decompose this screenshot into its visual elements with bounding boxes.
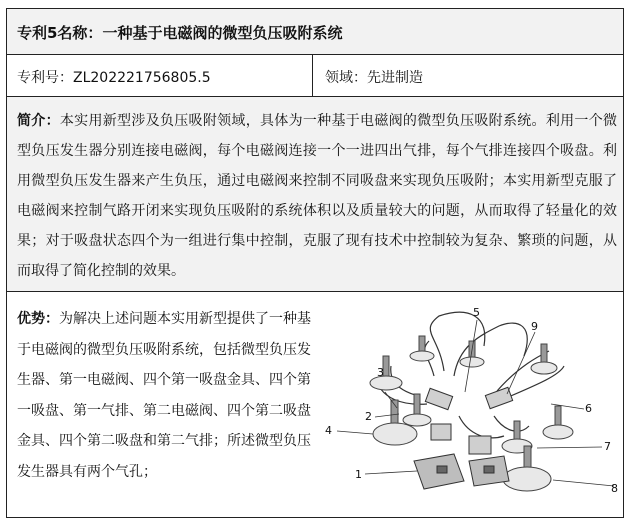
info-row xyxy=(7,55,623,97)
intro-paragraph xyxy=(17,106,617,286)
intro-row xyxy=(7,97,623,292)
label-7: 7 xyxy=(604,440,611,453)
advantage-text: 为解决上述问题本实用新型提供了一种基于电磁阀的微型负压吸附系统，包括微型负压发生器、第一电磁阀、四个第一吸盘金具、四个第一吸盘、第一气排、第二电磁阀、四个第二吸盘金具、四个第二吸盘和第二气排；所述微型负压发生器具有两个气孔； xyxy=(17,311,311,480)
valves-and-generator xyxy=(414,424,509,489)
suction-system-figure xyxy=(319,296,621,512)
label-2: 2 xyxy=(365,410,372,423)
intro-colon: ： xyxy=(45,113,60,129)
title-row xyxy=(7,9,623,55)
label-3: 3 xyxy=(377,366,384,379)
label-9: 9 xyxy=(531,320,538,333)
advantage-label: 优势 xyxy=(17,311,45,327)
label-4: 4 xyxy=(325,424,332,437)
label-1: 1 xyxy=(355,468,362,481)
patent-title: 专利5名称：一种基于电磁阀的微型负压吸附系统 xyxy=(17,24,343,42)
manifolds xyxy=(425,387,512,409)
intro-label: 简介 xyxy=(17,113,46,129)
cell-divider xyxy=(312,55,313,97)
label-8: 8 xyxy=(611,482,618,495)
patent-field: 领域：先进制造 xyxy=(325,70,423,86)
intro-text: 本实用新型涉及负压吸附领域，具体为一种基于电磁阀的微型负压吸附系统。利用一个微型负压发生器分别连接电磁阀，每个电磁阀连接一个一进四出气排，每个气排连接四个吸盘。利用微型负压发生器来产生负压，通过电磁阀来控制不同吸盘来实现负压吸附；本实用新型克服了电磁阀来控制气路开闭来实现负压吸附的系统体积以及质量较大的问题，从而取得了轻量化的效果；对于吸盘状态四个为一组进行集中控制，克服了现有技术中控制较为复杂、繁琐的问题，从而取得了简化控制的效果。 xyxy=(17,113,618,279)
advantage-colon: ： xyxy=(45,311,59,327)
advantage-paragraph xyxy=(17,304,313,487)
patent-number: 专利号：ZL202221756805.5 xyxy=(17,70,211,86)
label-6: 6 xyxy=(585,402,592,415)
patent-table xyxy=(6,8,624,518)
advantage-row xyxy=(7,292,623,517)
label-5: 5 xyxy=(473,306,480,319)
